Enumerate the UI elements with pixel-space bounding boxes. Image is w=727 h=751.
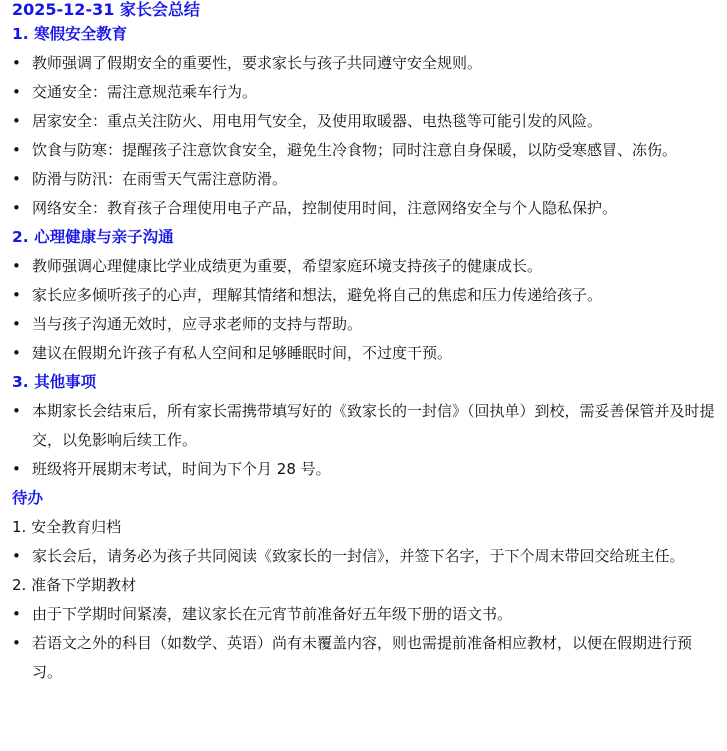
bullet-glyph: • — [12, 170, 21, 188]
list-item — [12, 165, 715, 194]
section-heading: 3. 其他事项 — [12, 373, 97, 391]
list-item — [12, 629, 715, 687]
bullet-glyph: • — [12, 141, 21, 159]
list-item — [12, 542, 715, 571]
bullet-glyph: • — [12, 199, 21, 217]
section-todo — [12, 484, 715, 687]
bullet-glyph: • — [12, 605, 21, 623]
list-item-text: 教师强调了假期安全的重要性，要求家长与孩子共同遵守安全规则。 — [32, 54, 483, 72]
list-item — [12, 194, 715, 223]
list-item — [12, 455, 715, 484]
list-item — [12, 136, 715, 165]
list-item-text: 本期家长会结束后，所有家长需携带填写好的《致家长的一封信》（回执单）到校，需妥善保管并及时提交，以免影响后续工作。 — [32, 402, 715, 449]
list-item — [12, 397, 715, 455]
list-item-text: 防滑与防汛：在雨雪天气需注意防滑。 — [32, 170, 288, 188]
bullet-glyph: • — [12, 257, 21, 275]
bullet-glyph: • — [12, 54, 21, 72]
bullet-glyph: • — [12, 83, 21, 101]
list-item — [12, 310, 715, 339]
bullet-glyph: • — [12, 344, 21, 362]
document-title: 2025-12-31 家长会总结 — [12, 0, 200, 19]
bullet-glyph: • — [12, 547, 21, 565]
list-item-text: 家长应多倾听孩子的心声，理解其情绪和想法，避免将自己的焦虑和压力传递给孩子。 — [32, 286, 603, 304]
bullet-glyph: • — [12, 460, 21, 478]
list-item-text: 居家安全：重点关注防火、用电用气安全，及使用取暖器、电热毯等可能引发的风险。 — [32, 112, 603, 130]
list-item-text: 若语文之外的科目（如数学、英语）尚有未覆盖内容，则也需提前准备相应教材，以便在假期进行预习。 — [32, 634, 693, 681]
bullet-glyph: • — [12, 286, 21, 304]
list-item-text: 班级将开展期末考试，时间为下个月 28 号。 — [32, 460, 331, 478]
section-other — [12, 368, 715, 484]
list-item — [12, 78, 715, 107]
list-item-text: 饮食与防寒：提醒孩子注意饮食安全，避免生冷食物；同时注意自身保暖，以防受寒感冒、冻伤。 — [32, 141, 678, 159]
list-item-text: 家长会后，请务必为孩子共同阅读《致家长的一封信》，并签下名字，于下个周末带回交给班主任。 — [32, 547, 685, 565]
list-item — [12, 49, 715, 78]
list-item-text: 由于下学期时间紧凑，建议家长在元宵节前准备好五年级下册的语文书。 — [32, 605, 513, 623]
bullet-glyph: • — [12, 634, 21, 652]
list-item — [12, 600, 715, 629]
list-item-text: 当与孩子沟通无效时，应寻求老师的支持与帮助。 — [32, 315, 363, 333]
bullet-glyph: • — [12, 315, 21, 333]
todo-heading: 待办 — [12, 489, 44, 507]
section-heading: 2. 心理健康与亲子沟通 — [12, 228, 174, 246]
todo-item-label: 2. 准备下学期教材 — [12, 576, 137, 594]
list-item-text: 网络安全：教育孩子合理使用电子产品，控制使用时间，注意网络安全与个人隐私保护。 — [32, 199, 618, 217]
list-item — [12, 281, 715, 310]
list-item — [12, 252, 715, 281]
list-item-text: 建议在假期允许孩子有私人空间和足够睡眠时间，不过度干预。 — [32, 344, 453, 362]
section-heading: 1. 寒假安全教育 — [12, 25, 128, 43]
bullet-glyph: • — [12, 112, 21, 130]
todo-item-label: 1. 安全教育归档 — [12, 518, 122, 536]
list-item — [12, 107, 715, 136]
section-safety — [12, 20, 715, 223]
bullet-glyph: • — [12, 402, 21, 420]
list-item — [12, 339, 715, 368]
list-item-text: 教师强调心理健康比学业成绩更为重要，希望家庭环境支持孩子的健康成长。 — [32, 257, 543, 275]
section-mental-health — [12, 223, 715, 368]
list-item-text: 交通安全：需注意规范乘车行为。 — [32, 83, 258, 101]
